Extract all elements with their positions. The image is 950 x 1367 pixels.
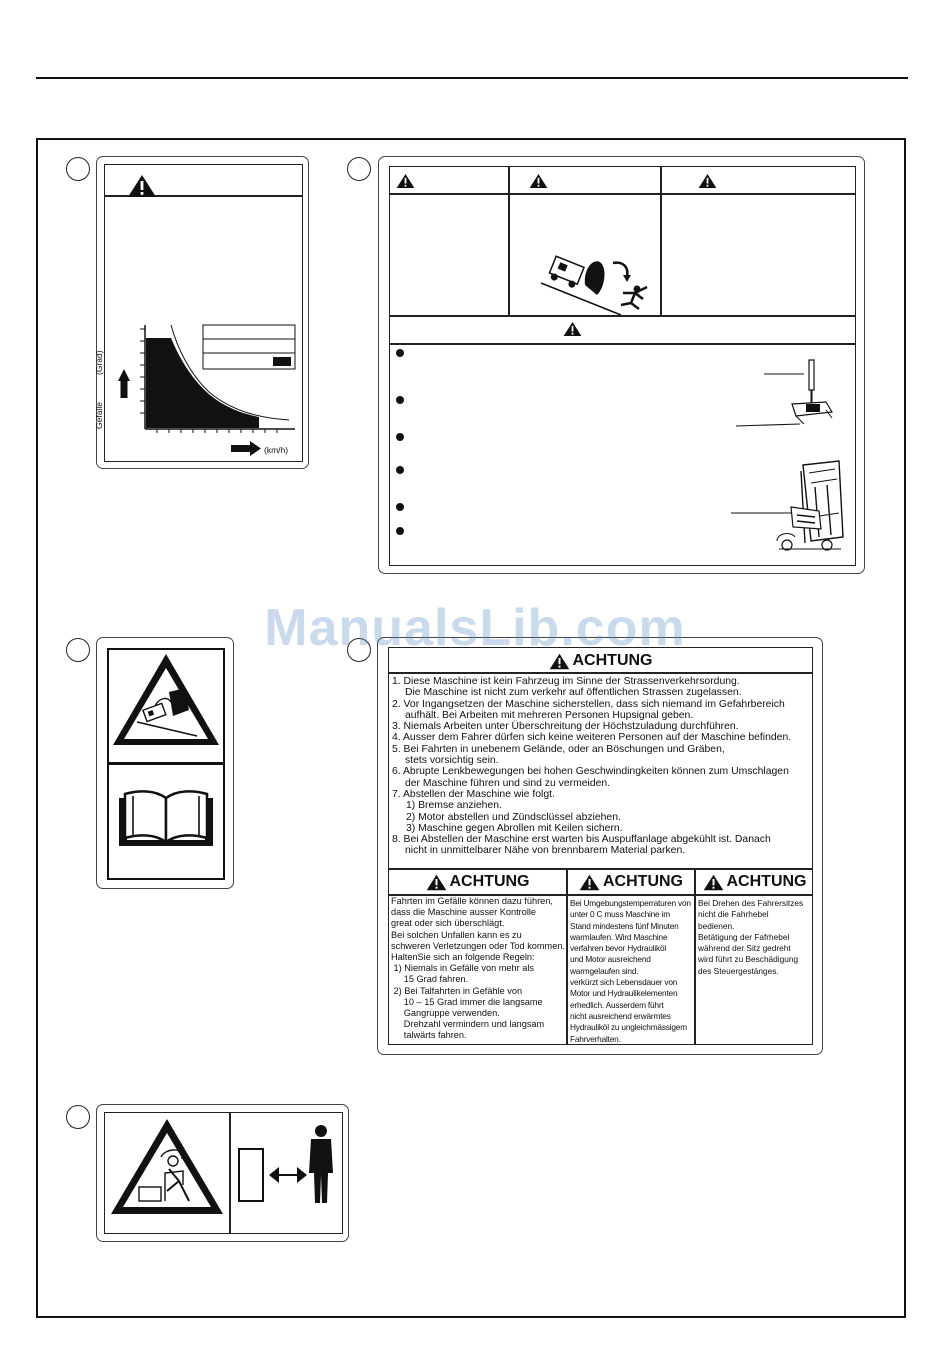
lever-lock-icon (734, 352, 854, 436)
achtung-col1-heading: ACHTUNG (389, 872, 566, 892)
achtung-list-line: 8. Bei Abstellen der Maschine erst warten bis Auspuffanlage abgekühlt ist. Danach (392, 834, 771, 846)
warning-triangle-icon (703, 874, 724, 891)
warning-triangle-icon (396, 173, 415, 189)
achtung-instruction-list (392, 676, 810, 857)
callout-circle-b (347, 157, 371, 181)
slope-speed-chart (105, 317, 301, 462)
header-rule (36, 77, 908, 79)
bullet-dot (396, 466, 404, 474)
seat-frame-icon (731, 457, 849, 557)
achtung-col2-heading: ACHTUNG (568, 872, 694, 892)
achtung-list-line: 3) Maschine gegen Abrollen mit Keilen sichern. (406, 822, 623, 834)
achtung-list-line: 1) Bremse anziehen. (406, 800, 502, 812)
chart-y-axis-unit: (Grad) (94, 350, 104, 375)
bullet-dot (396, 433, 404, 441)
decal-slope-chart (96, 156, 309, 469)
achtung-list-line: 6. Abrupte Lenkbewegungen bei hohen Geschwindingkeiten können zum Umschlagen (392, 766, 789, 778)
decal-keep-clear (96, 1104, 349, 1242)
achtung-list-line: 2. Vor Ingangsetzen der Maschine sicherstellen, dass sich niemand im Gefahrbereich (392, 698, 785, 710)
chart-y-axis-label: Gefälle (94, 402, 104, 429)
warning-triangle-icon (127, 174, 157, 198)
achtung-col1-text: Fahrten im Gefälle können dazu führen, dass die Maschine ausser Kontrolle great oder sich überschlägt. Bei solchen Unfallen kann es zu schweren Verletzungen oder Tod kommen. HaltenSie sich an folgende Regeln: 1) Niemals in Gefälle von mehr als 15 Grad fahren. 2) Bei Talfahrten in Gefähle von 10 – 15 Grad immer die langsame Gangruppe verwenden. Drehzahl vermindern und langsam talwärts fahren. (391, 896, 565, 1041)
decal-rollover-manual (96, 637, 234, 889)
warning-triangle-icon (579, 874, 600, 891)
warning-triangle-icon (529, 173, 548, 189)
achtung-list-line: 4. Ausser dem Fahrer dürfen sich keine weiteren Personen auf der Maschine befinden. (392, 732, 792, 744)
chart-x-axis-unit: (km/h) (264, 445, 289, 455)
achtung-main-heading-text: ACHTUNG (572, 652, 653, 669)
bullet-dot (396, 396, 404, 404)
keep-distance-person-icon (235, 1125, 339, 1205)
bullet-dot (396, 349, 404, 357)
bullet-dot (396, 527, 404, 535)
callout-circle-e (66, 1105, 90, 1129)
achtung-list-line: 1. Diese Maschine ist kein Fahrzeug im Sinne der Strassenverkehrsordung. (392, 676, 740, 687)
achtung-list-line: aufhält. Bei Arbeiten mit mehreren Personen Hupsignal geben. (405, 709, 694, 721)
warning-triangle-icon (698, 173, 717, 189)
rotating-seat-hazard-icon (109, 1117, 225, 1217)
achtung-list-line: 3. Niemals Arbeiten unter Überschreitung der Höchstzuladung durchführen. (392, 721, 739, 733)
achtung-col2-text: Bei Umgebungstemperraturen von unter 0 C muss Maschine im Stand mindestens fünf Minuten warmlaufen. Wird Maschine verfahren bevor Hydrauliköl und Motor ausreichend warmgelaufen sind. verkürzt sich Lebensdauer von Motor und Hydraulikelementen erhedlich. Ausserdem führt nicht ausreichend erwärmtes Hydrauliköl zu ungleichmässigem Fahrverhalten. (570, 898, 691, 1044)
decal-achtung (377, 637, 823, 1055)
warning-triangle-icon (563, 321, 582, 337)
achtung-list-line: stets vorsichtig sein. (405, 755, 499, 767)
manual-book-icon (115, 788, 217, 850)
achtung-list-line: 5. Bei Fahrten in unebenem Gelände, oder an Böschungen und Gräben, (392, 743, 725, 755)
warning-triangle-icon (426, 874, 447, 891)
achtung-list-line: Die Maschine ist nicht zum verkehr auf öffentlichen Strassen zugelassen. (405, 687, 742, 699)
callout-circle-a (66, 157, 90, 181)
slope-rollover-icon (111, 652, 221, 748)
slope-rollover-icon (539, 255, 653, 317)
achtung-list-line: nicht in unmittelbarer Nähe von brennbarem Material parken. (405, 845, 686, 857)
decal-multi-warning (378, 156, 865, 574)
achtung-list-line: 7. Abstellen der Maschine wie folgt. (392, 788, 555, 800)
achtung-list-line: der Maschine führen und sind zu vermeiden. (405, 777, 611, 789)
achtung-col3-heading: ACHTUNG (696, 872, 813, 892)
achtung-list-line: 2) Motor abstellen und Zündsclüssel abziehen. (406, 811, 621, 823)
bullet-dot (396, 503, 404, 511)
watermark: ManualsLib.com (264, 599, 686, 657)
achtung-col3-text: Bei Drehen des Fahrersitzes nicht die Fahrhebel bedienen. Betätigung der Fafrhebel während der Sitz gedreht wird führt zu Beschädigung des Steuergestänges. (698, 898, 804, 976)
